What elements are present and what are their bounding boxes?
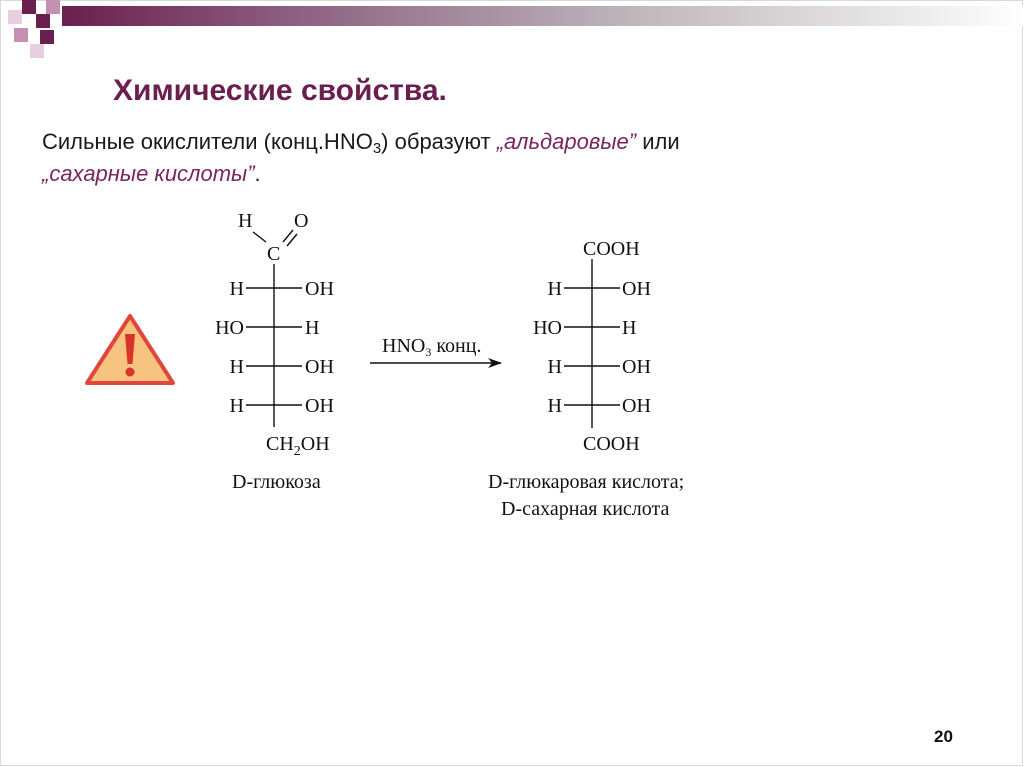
aldehyde-h: H xyxy=(238,210,253,232)
substituent-right: OH xyxy=(305,356,334,378)
header-gradient-bar xyxy=(62,6,1024,26)
substituent-right: OH xyxy=(622,356,651,378)
decor-square xyxy=(40,30,54,44)
acid-caption-2: D-сахарная кислота xyxy=(501,498,670,520)
formula-part: CH xyxy=(266,433,294,455)
substituent-left: HO xyxy=(533,317,562,339)
intro-text-part: или xyxy=(636,129,680,154)
formula-part: конц. xyxy=(431,335,482,357)
substituent-right: OH xyxy=(622,395,651,417)
aldaric-term: „альдаровые” xyxy=(496,129,637,154)
substituent-right: OH xyxy=(622,278,651,300)
substituent-right: H xyxy=(305,317,320,339)
intro-text-part: . xyxy=(254,161,261,186)
substituent-left: HO xyxy=(215,317,244,339)
substituent-right: OH xyxy=(305,395,334,417)
subscript: 3 xyxy=(372,140,382,157)
substituent-left: H xyxy=(547,278,562,300)
decor-square xyxy=(30,44,44,58)
substituent-left: H xyxy=(547,356,562,378)
substituent-right: H xyxy=(622,317,637,339)
subscript: 2 xyxy=(293,444,301,459)
sugar-acids-term: „сахарные кислоты” xyxy=(42,161,255,186)
aldehyde-c: C xyxy=(267,243,281,265)
substituent-left: H xyxy=(229,278,244,300)
decor-square xyxy=(22,0,36,14)
formula-part: OH xyxy=(300,433,330,455)
intro-text-part: Сильные окислители (конц.HNO xyxy=(42,129,373,154)
decor-square xyxy=(8,10,22,24)
acid-caption-1: D-глюкаровая кислота; xyxy=(488,471,685,493)
intro-text-part: ) образуют xyxy=(381,129,497,154)
substituent-right: OH xyxy=(305,278,334,300)
warning-triangle-icon xyxy=(84,312,176,386)
carboxyl-top: COOH xyxy=(583,238,640,260)
aldehyde-o: O xyxy=(294,210,309,232)
slide-title: Химические свойства. xyxy=(113,74,447,107)
formula-part: HNO xyxy=(382,335,426,357)
glucose-caption: D-глюкоза xyxy=(232,471,321,493)
carboxyl-bottom: COOH xyxy=(583,433,640,455)
substituent-left: H xyxy=(229,356,244,378)
intro-text xyxy=(42,126,922,190)
decor-square xyxy=(46,0,60,14)
substituent-left: H xyxy=(547,395,562,417)
decor-square xyxy=(36,14,50,28)
page-number: 20 xyxy=(934,727,953,746)
subscript: 3 xyxy=(425,345,432,359)
substituent-left: H xyxy=(229,395,244,417)
decor-square xyxy=(14,28,28,42)
